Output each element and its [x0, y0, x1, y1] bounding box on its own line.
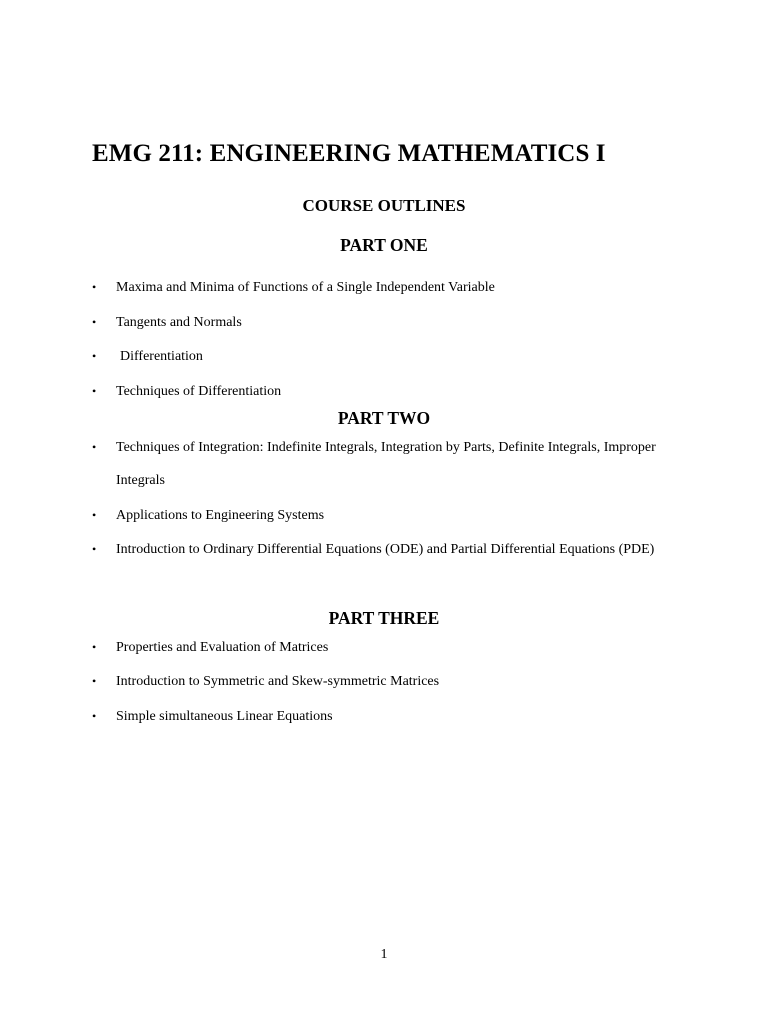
list-item-text: Differentiation: [120, 349, 203, 364]
document-title: EMG 211: ENGINEERING MATHEMATICS I: [92, 140, 606, 167]
list-item-text: Introduction to Ordinary Differential Equations (ODE) and Partial Differential Equations (PDE): [116, 542, 655, 557]
list-item-text: Tangents and Normals: [116, 315, 242, 330]
list-item-text: Maxima and Minima of Functions of a Single Independent Variable: [116, 280, 495, 295]
part-one-heading: PART ONE: [340, 235, 428, 255]
bullet-icon: •: [92, 640, 97, 654]
part-two-heading: PART TWO: [337, 408, 431, 428]
list-item-text: Applications to Engineering Systems: [116, 508, 325, 523]
bullet-icon: •: [92, 315, 97, 329]
list-item-text: Techniques of Differentiation: [116, 384, 282, 399]
list-item: [92, 533, 692, 603]
list-item-text: Introduction to Symmetric and Skew-symmetric Matrices: [116, 674, 440, 689]
list-item-text: Techniques of Integration: Indefinite Integrals, Integration by Parts, Definite Integrals, Improper Integrals: [116, 440, 656, 488]
bullet-icon: •: [92, 709, 97, 723]
bullet-icon: •: [92, 349, 97, 363]
bullet-icon: •: [92, 542, 97, 556]
part-three-heading: PART THREE: [328, 608, 440, 628]
course-outlines-heading: COURSE OUTLINES: [302, 196, 466, 215]
page-number: 1: [380, 947, 388, 962]
bullet-icon: •: [92, 280, 97, 294]
bullet-icon: •: [92, 508, 97, 522]
list-item-text: Properties and Evaluation of Matrices: [116, 640, 329, 655]
list-item: [92, 431, 692, 501]
bullet-icon: •: [92, 384, 97, 398]
bullet-icon: •: [92, 674, 97, 688]
bullet-icon: •: [92, 440, 97, 454]
list-item-text: Simple simultaneous Linear Equations: [116, 709, 333, 724]
